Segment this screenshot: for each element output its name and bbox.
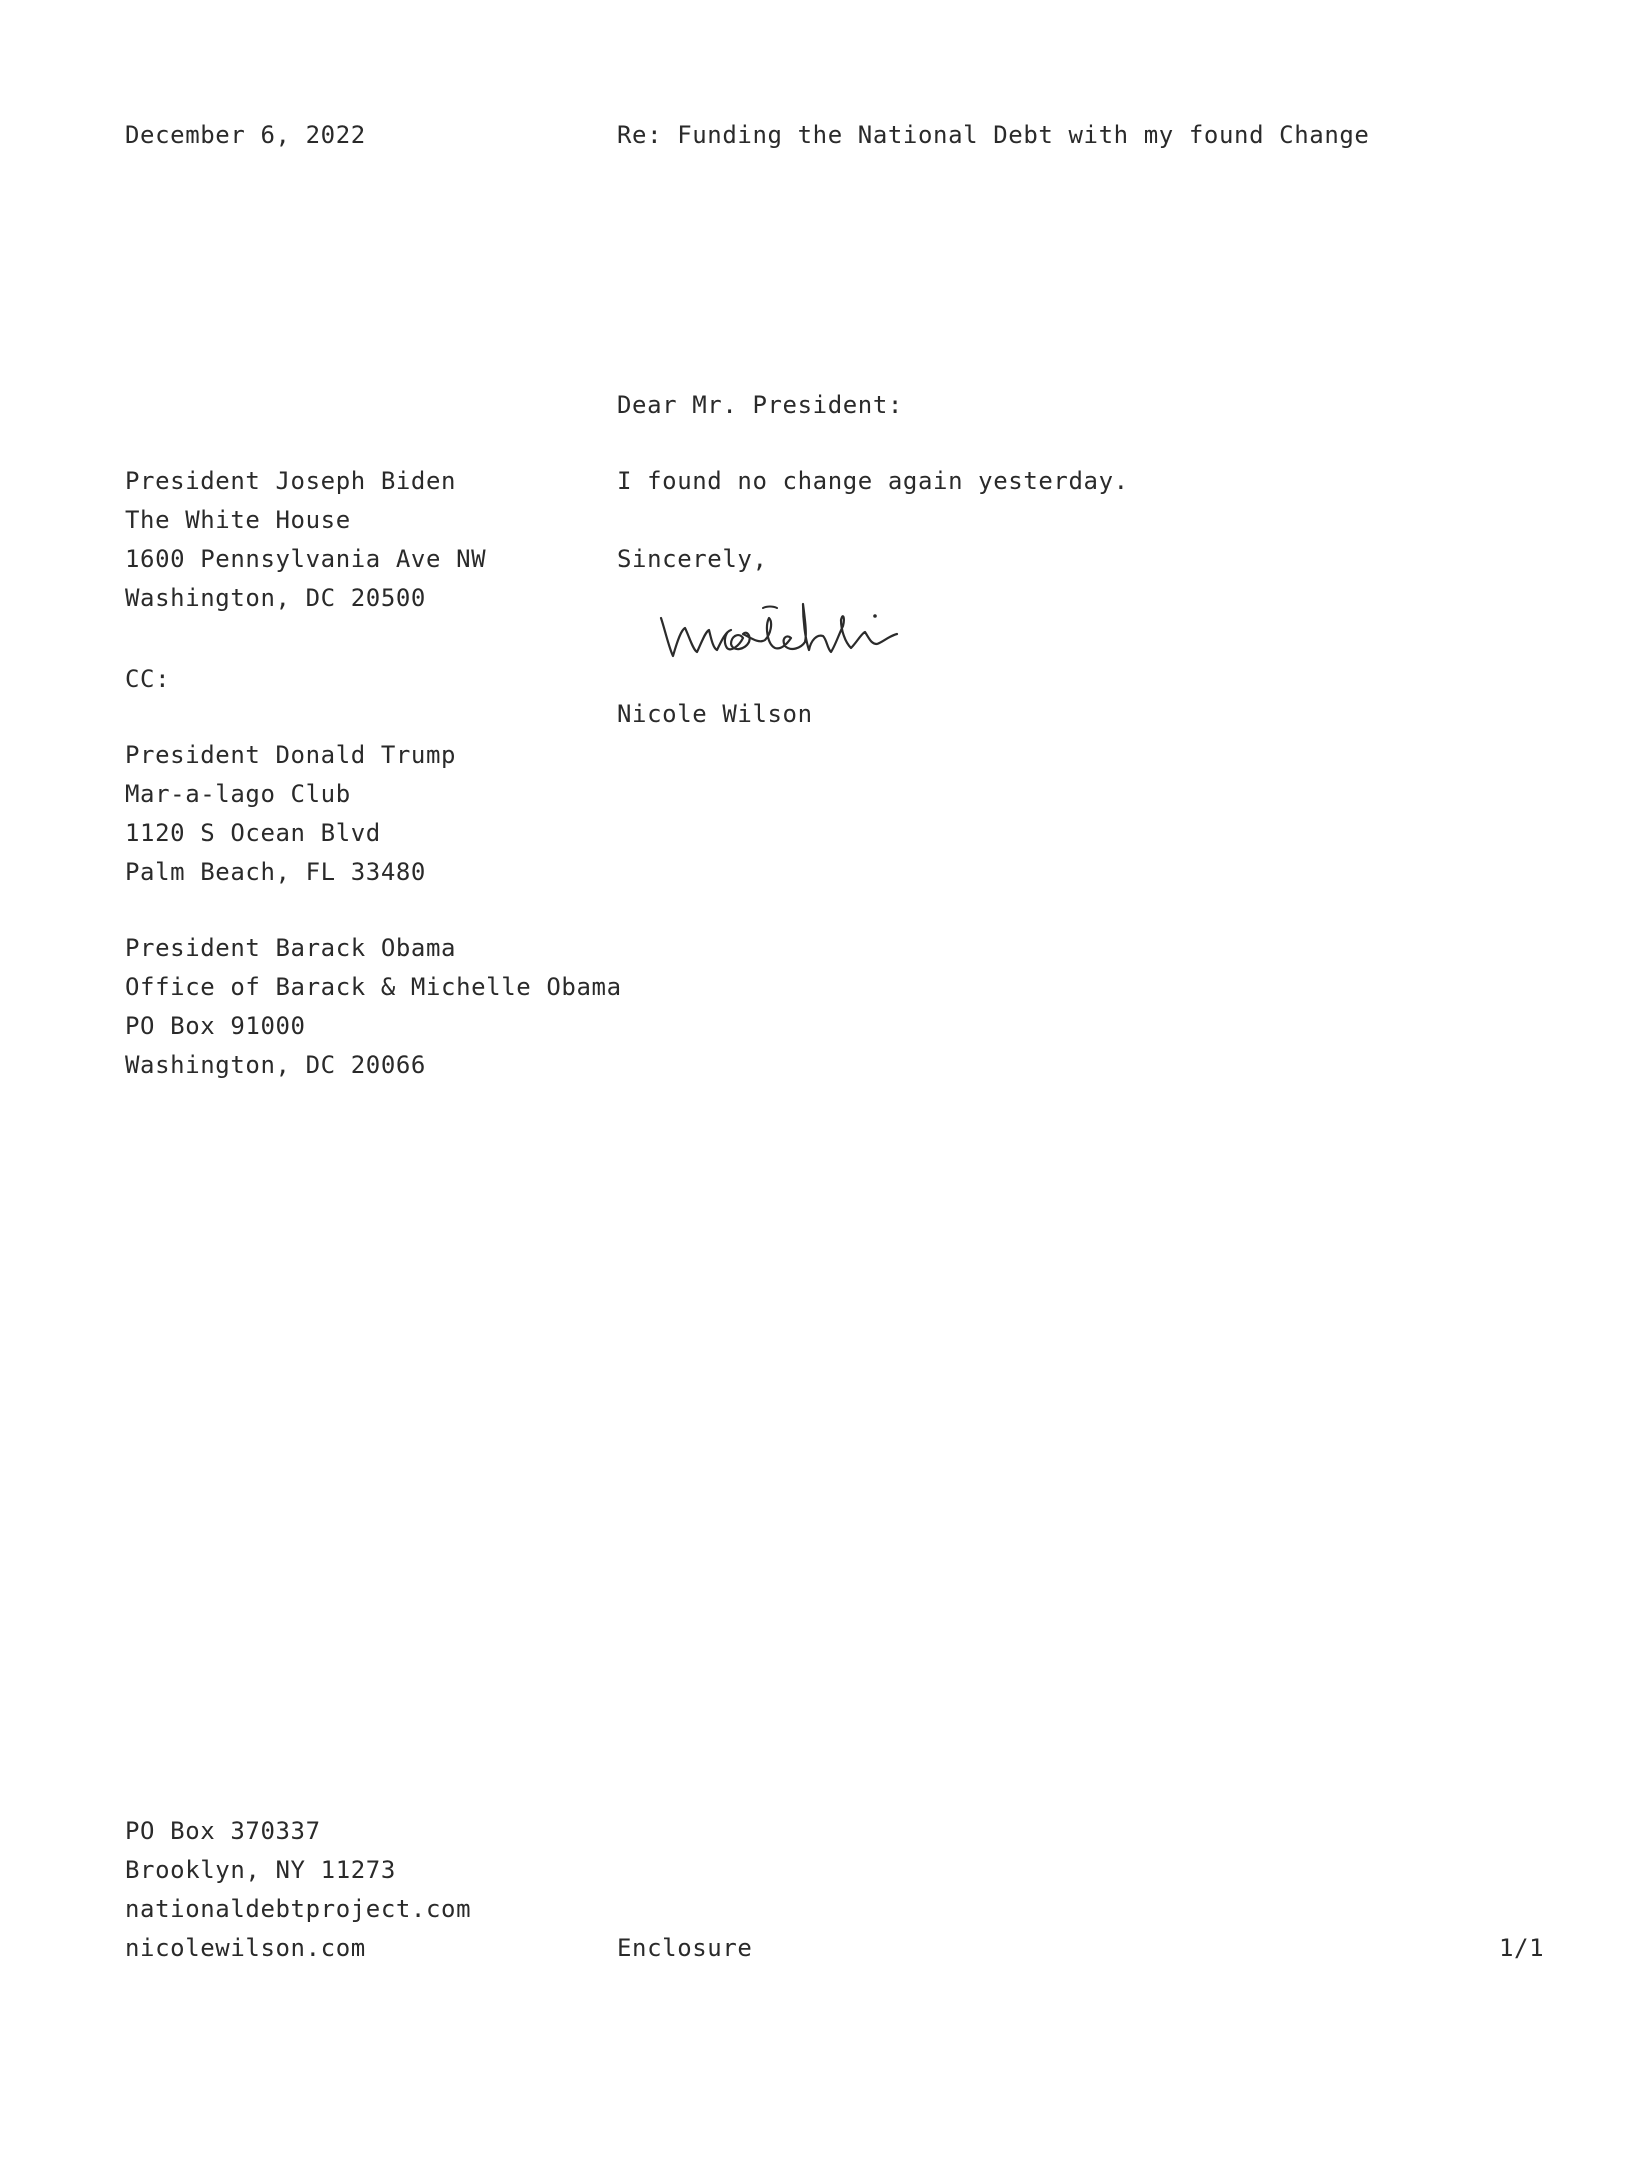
cc-recipient-line: Palm Beach, FL 33480 — [125, 858, 426, 886]
sender-address — [125, 1812, 471, 1968]
sender-website-link[interactable]: nicolewilson.com — [125, 1934, 366, 1962]
letter-subject: Re: Funding the National Debt with my found Change — [617, 121, 1370, 149]
page-number: 1/1 — [1499, 1934, 1545, 1962]
cc-label: CC: — [125, 665, 171, 693]
recipient-line: President Joseph Biden — [125, 467, 457, 495]
message-text: I found no change again yesterday. — [617, 467, 1129, 495]
cc-recipient-line: Office of Barack & Michelle Obama — [125, 973, 622, 1001]
recipient-line: The White House — [125, 506, 351, 534]
cc-recipient-line: President Barack Obama — [125, 934, 457, 962]
sender-line: Brooklyn, NY 11273 — [125, 1856, 396, 1884]
cc-recipient-line: President Donald Trump — [125, 741, 457, 769]
recipient-line: 1600 Pennsylvania Ave NW — [125, 545, 487, 573]
recipient-line: Washington, DC 20500 — [125, 584, 426, 612]
cc-recipient-line: Washington, DC 20066 — [125, 1051, 426, 1079]
cc-recipient-line: 1120 S Ocean Blvd — [125, 819, 381, 847]
handwritten-signature-icon — [655, 590, 995, 670]
cc-recipient-address — [125, 736, 456, 892]
enclosure-note: Enclosure — [617, 1934, 753, 1962]
sender-website-link[interactable]: nationaldebtproject.com — [125, 1895, 472, 1923]
sender-line: PO Box 370337 — [125, 1817, 321, 1845]
signer-name: Nicole Wilson — [617, 700, 813, 728]
letter-date: December 6, 2022 — [125, 121, 366, 149]
closing: Sincerely, — [617, 545, 768, 573]
salutation: Dear Mr. President: — [617, 391, 903, 419]
cc-recipient-address — [125, 929, 622, 1085]
cc-recipient-line: PO Box 91000 — [125, 1012, 306, 1040]
cc-recipient-line: Mar-a-lago Club — [125, 780, 351, 808]
recipient-address — [125, 462, 486, 618]
